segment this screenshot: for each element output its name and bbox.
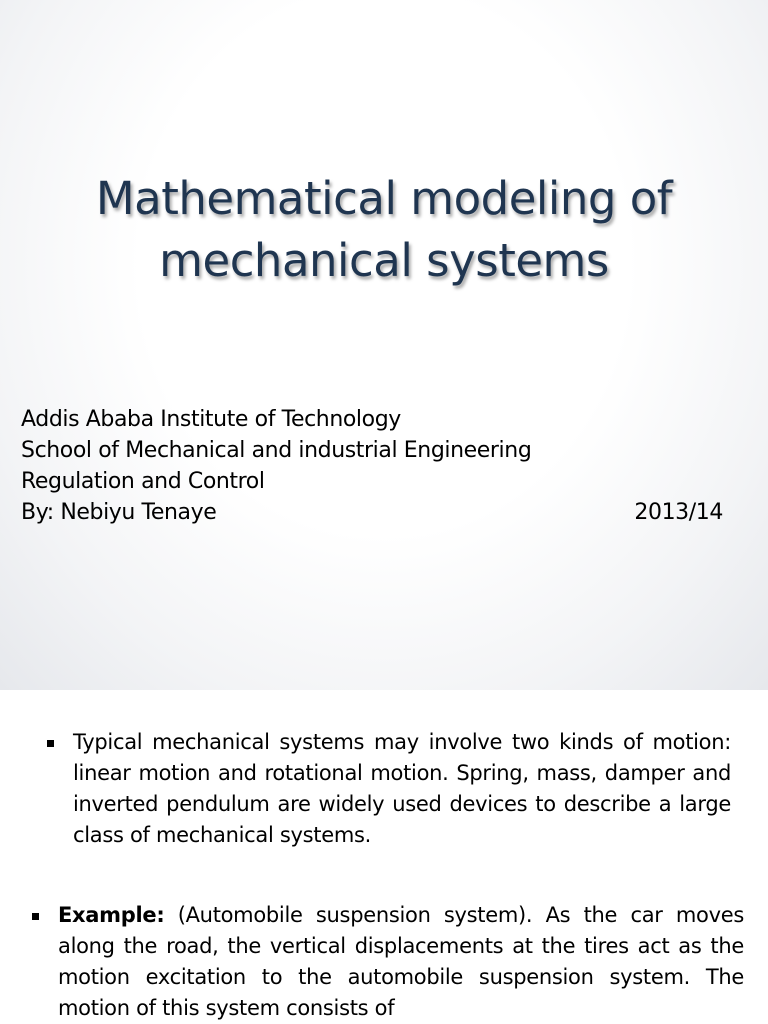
academic-year: 2013/14 — [634, 500, 723, 525]
slide-title — [0, 168, 768, 292]
author-name: By: Nebiyu Tenaye — [21, 500, 217, 525]
title-line-1: Mathematical modeling of — [95, 172, 673, 225]
author-row — [21, 497, 731, 528]
bullet-point-2 — [58, 900, 744, 1024]
author-info — [21, 404, 731, 528]
institute-name: Addis Ababa Institute of Technology — [21, 407, 401, 432]
example-text: (Automobile suspension system). As the car moves along the road, the vertical displacements at the tires act as the motion excitation to the automobile suspension system. The motion of this system consists of — [58, 903, 744, 1020]
content-slide — [0, 690, 768, 1024]
bullet-square-icon — [32, 913, 39, 920]
school-name: School of Mechanical and industrial Engineering — [21, 438, 532, 463]
course-name: Regulation and Control — [21, 469, 265, 494]
bullet-point-1: Typical mechanical systems may involve two kinds of motion: linear motion and rotational motion. Spring, mass, damper and inverted pendulum are widely used devices to describe a large class of mechanical systems. — [73, 730, 731, 847]
bullet-square-icon — [47, 740, 54, 747]
example-label: Example: — [58, 903, 165, 927]
title-line-2: mechanical systems — [159, 234, 609, 287]
